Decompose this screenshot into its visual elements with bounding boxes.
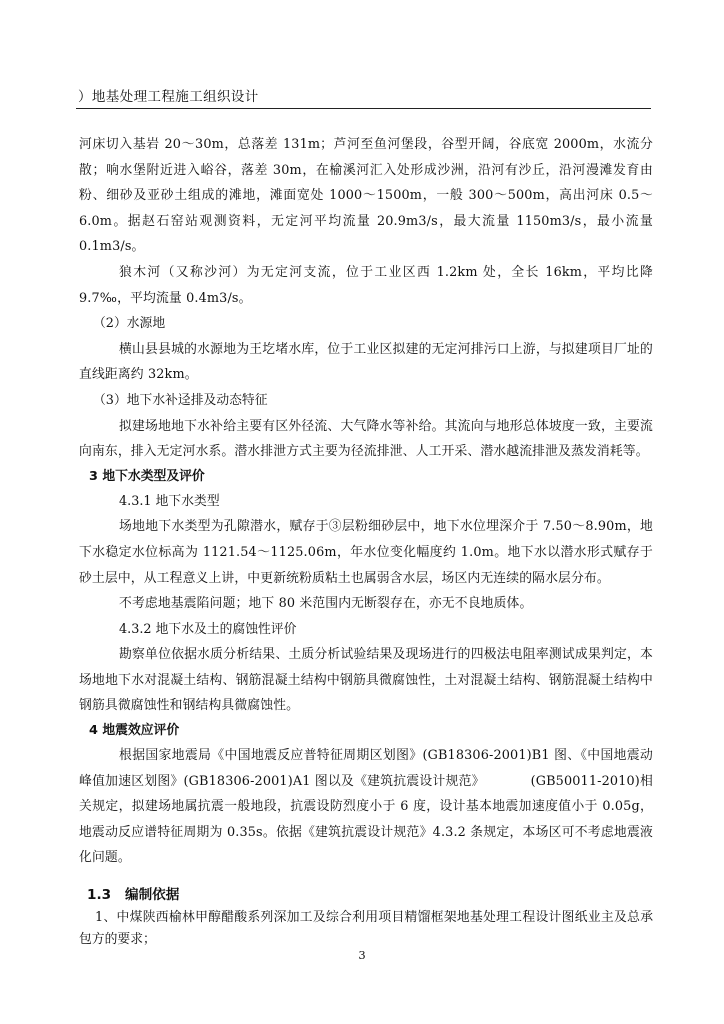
running-header: ）地基处理工程施工组织设计	[78, 89, 259, 105]
subheading-4-3-2: 4.3.2 地下水及土的腐蚀性评价	[119, 621, 297, 637]
paragraph-basis-item-1: 1、中煤陕西榆林甲醇醋酸系列深加工及综合利用项目精馏框架地基处理工程设计图纸业主及总承包方的要求；	[79, 910, 653, 948]
paragraph-groundwater-type: 场地地下水类型为孔隙潜水，赋存于③层粉细砂层中，地下水位埋深介于 7.50～8.90m，地下水稳定水位标高为 1121.54～1125.06m，年水位变化幅度约 1.0m。地下水以潜水形式赋存于砂土层中，从工程意义上讲，中更新统粉质粘土也属弱含水层，场区内无连续的隔水层分布。	[79, 519, 653, 586]
section-heading-compilation-basis	[87, 883, 653, 907]
page-number: 3	[358, 948, 366, 962]
section-number: 1.3	[87, 887, 112, 904]
paragraph-seismic-evaluation: 根据国家地震局《中国地震反应普特征周期区划图》(GB18306-2001)B1 图、《中国地震动峰值加速区划图》(GB18306-2001)A1 图以及《建筑抗震设计规范》 (GB50011-2010)相关规定，拟建场地属抗震一般地段，抗震设防烈度小于 6 度，设计基本地震加速度值小于 0.05g，地震动反应谱特征周期为 0.35s。依据《建筑抗震设计规范》4.3.2 条规定，本场区可不考虑地震液化问题。	[79, 748, 653, 866]
section-heading-groundwater-type: 3 地下水类型及评价	[89, 468, 205, 484]
header-rule	[76, 108, 651, 109]
paragraph-seismic-subsidence: 不考虑地基震陷问题；地下 80 米范围内无断裂存在，亦无不良地质体。	[119, 596, 533, 612]
document-body	[79, 132, 653, 951]
section-heading-seismic-effect: 4 地震效应评价	[89, 723, 180, 739]
paragraph-groundwater-recharge: 拟建场地地下水补给主要有区外径流、大气降水等补给。其流向与地形总体坡度一致，主要流向南东，排入无定河水系。潜水排泄方式主要为径流排泄、人工开采、潜水越流排泄及蒸发消耗等。	[79, 418, 653, 460]
paragraph-river-description: 河床切入基岩 20～30m，总落差 131m；芦河至鱼河堡段，谷型开阔，谷底宽 2000m，水流分散；响水堡附近进入峪谷，落差 30m，在榆溪河汇入处形成沙洲，沿河有沙丘，沿河漫滩发育由粉、细砂及亚砂土组成的滩地，滩面宽处 1000～1500m，一般 300～500m，高出河床 0.5～6.0m。据赵石窑站观测资料，无定河平均流量 20.9m3/s，最大流量 1150m3/s，最小流量 0.1m3/s。	[79, 137, 653, 255]
section-title: 编制依据	[125, 887, 180, 904]
paragraph-langmu-river: 狼木河（又称沙河）为无定河支流，位于工业区西 1.2km 处，全长 16km，平均比降 9.7‰，平均流量 0.4m3/s。	[79, 264, 653, 306]
paragraph-corrosion-evaluation: 勘察单位依据水质分析结果、土质分析试验结果及现场进行的四极法电阻率测试成果判定，本场地地下水对混凝土结构、钢筋混凝土结构中钢筋具微腐蚀性，土对混凝土结构、钢筋混凝土结构中钢筋具微腐蚀性和钢结构具微腐蚀性。	[79, 647, 653, 714]
subheading-groundwater-dynamics: （3）地下水补迳排及动态特征	[93, 392, 268, 408]
subheading-4-3-1: 4.3.1 地下水类型	[119, 493, 220, 509]
subheading-water-source: （2）水源地	[93, 316, 166, 332]
paragraph-water-source: 横山县县城的水源地为王圪堵水库，位于工业区拟建的无定河排污口上游，与拟建项目厂址的直线距离约 32km。	[79, 341, 653, 383]
